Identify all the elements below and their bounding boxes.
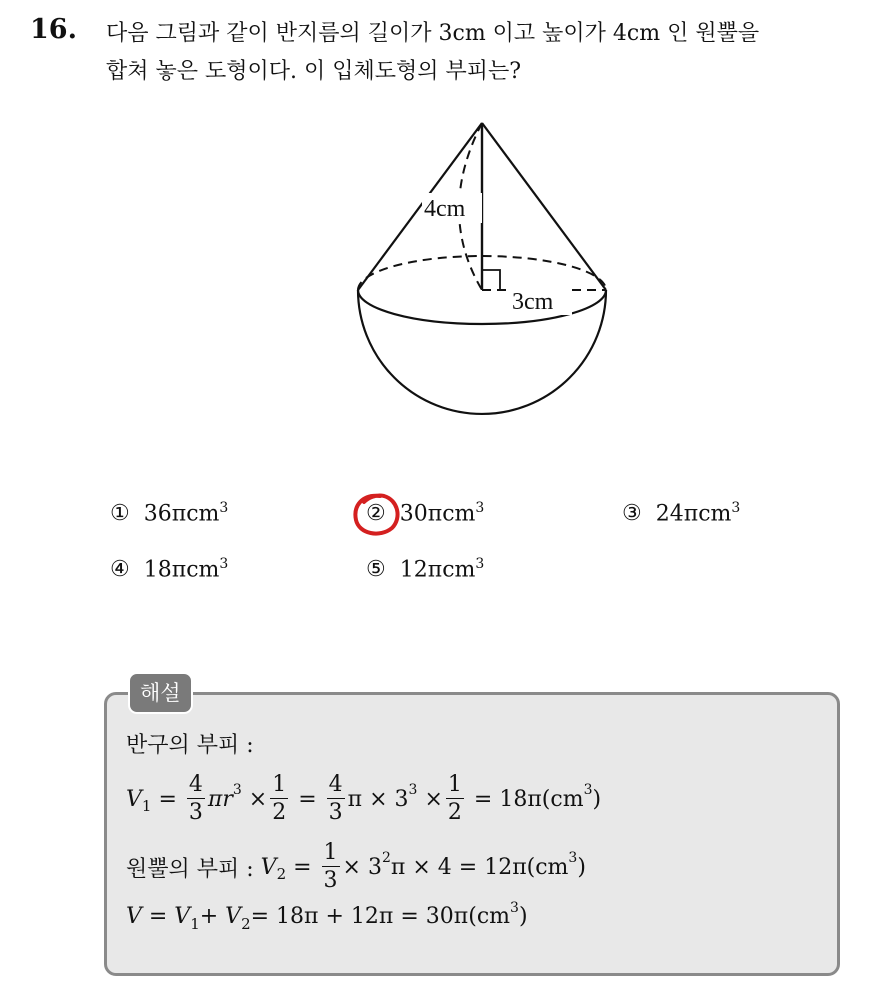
question-text-line1: 다음 그림과 같이 반지름의 길이가 3cm 이고 높이가 4cm 인 원뿔을 — [106, 21, 760, 46]
choice-value: 12πcm$^3$ — [399, 556, 485, 583]
choice-number: ② — [366, 501, 386, 527]
choice-3[interactable] — [622, 500, 740, 526]
choice-value: 36πcm$^3$ — [143, 500, 229, 527]
choice-number: ④ — [110, 557, 130, 583]
answer-circle-mark — [350, 490, 404, 540]
solution-tab: 해설 — [128, 672, 193, 714]
solution-line-1: 반구의 부피 : — [126, 733, 254, 758]
solution-line-2: V 1 = $\frac{4}{3}$ πr 3 × $\frac{1}{2}$ = $\frac{4}{3}$ π × 3 3 × $\frac{1}{2}$ = 18π(cm 3 ) — [126, 772, 602, 825]
choice-value: 24πcm$^3$ — [655, 500, 741, 527]
right-angle-marker — [482, 270, 500, 290]
choice-4[interactable] — [110, 556, 228, 582]
choice-value: 30πcm$^3$ — [399, 500, 485, 527]
cone-hemisphere-figure — [340, 112, 630, 422]
radius-label: 3cm — [512, 289, 554, 315]
question-number: 16. — [30, 14, 77, 45]
cone-right-edge — [482, 123, 606, 290]
solution-line-4: V = V 1 + V 2 = 18π + 12π = 30π(cm 3 ) — [126, 899, 528, 933]
choice-value: 18πcm$^3$ — [143, 556, 229, 583]
choice-1[interactable] — [110, 500, 228, 526]
choice-number: ① — [110, 501, 130, 527]
choice-5[interactable] — [366, 556, 484, 582]
height-label: 4cm — [424, 196, 466, 222]
question-text-line2: 합쳐 놓은 도형이다. 이 입체도형의 부피는? — [106, 59, 522, 84]
choice-number: ⑤ — [366, 557, 386, 583]
choice-number: ③ — [622, 501, 642, 527]
solution-line-3: 원뿔의 부피 : V 2 = $\frac{1}{3}$ × 3 2 π × 4 = 12π(cm 3 ) — [126, 840, 586, 893]
